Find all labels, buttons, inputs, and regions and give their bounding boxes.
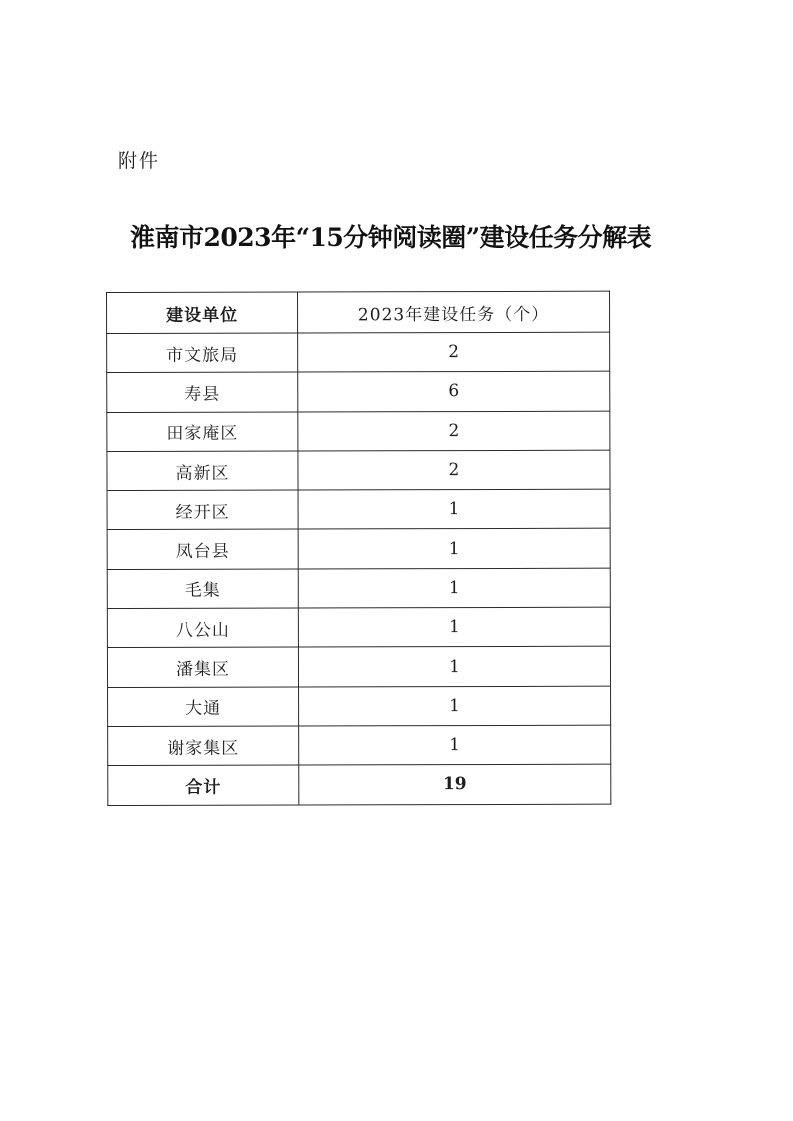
count-cell: 1	[299, 686, 611, 726]
unit-cell: 大通	[108, 687, 299, 727]
header-unit: 建设单位	[107, 292, 298, 333]
table-row	[108, 686, 611, 727]
total-label: 合计	[108, 765, 299, 805]
unit-cell: 潘集区	[107, 647, 298, 687]
table-row	[107, 489, 610, 530]
table-row	[107, 450, 610, 491]
table-row	[107, 411, 610, 452]
count-cell: 2	[298, 450, 610, 490]
unit-cell: 经开区	[107, 490, 298, 530]
count-cell: 1	[298, 489, 610, 529]
unit-cell: 寿县	[107, 372, 298, 412]
task-table	[106, 291, 611, 806]
count-cell: 1	[299, 725, 611, 765]
table-row	[107, 647, 610, 688]
count-cell: 2	[298, 332, 610, 372]
count-cell: 6	[298, 371, 610, 411]
unit-cell: 高新区	[107, 451, 298, 491]
count-cell: 1	[298, 607, 610, 647]
header-task-count: 2023年建设任务（个）	[298, 291, 610, 333]
table-row	[107, 332, 610, 373]
unit-cell: 谢家集区	[108, 726, 299, 766]
unit-cell: 田家庵区	[107, 412, 298, 452]
total-count: 19	[299, 764, 611, 804]
unit-cell: 毛集	[107, 569, 298, 609]
unit-cell: 凤台县	[107, 529, 298, 569]
table-row	[107, 371, 610, 412]
attachment-label: 附件	[118, 150, 161, 172]
table-header-row	[107, 291, 610, 333]
total-row	[108, 764, 611, 805]
page-title: 淮南市2023年“15分钟阅读圈”建设任务分解表	[130, 223, 652, 252]
table-row	[107, 529, 610, 570]
count-cell: 1	[298, 529, 610, 569]
unit-cell: 市文旅局	[107, 333, 298, 373]
table-row	[107, 607, 610, 648]
count-cell: 1	[298, 568, 610, 608]
unit-cell: 八公山	[107, 608, 298, 648]
count-cell: 2	[298, 411, 610, 451]
table-row	[108, 725, 611, 766]
count-cell: 1	[298, 647, 610, 687]
table-row	[107, 568, 610, 609]
